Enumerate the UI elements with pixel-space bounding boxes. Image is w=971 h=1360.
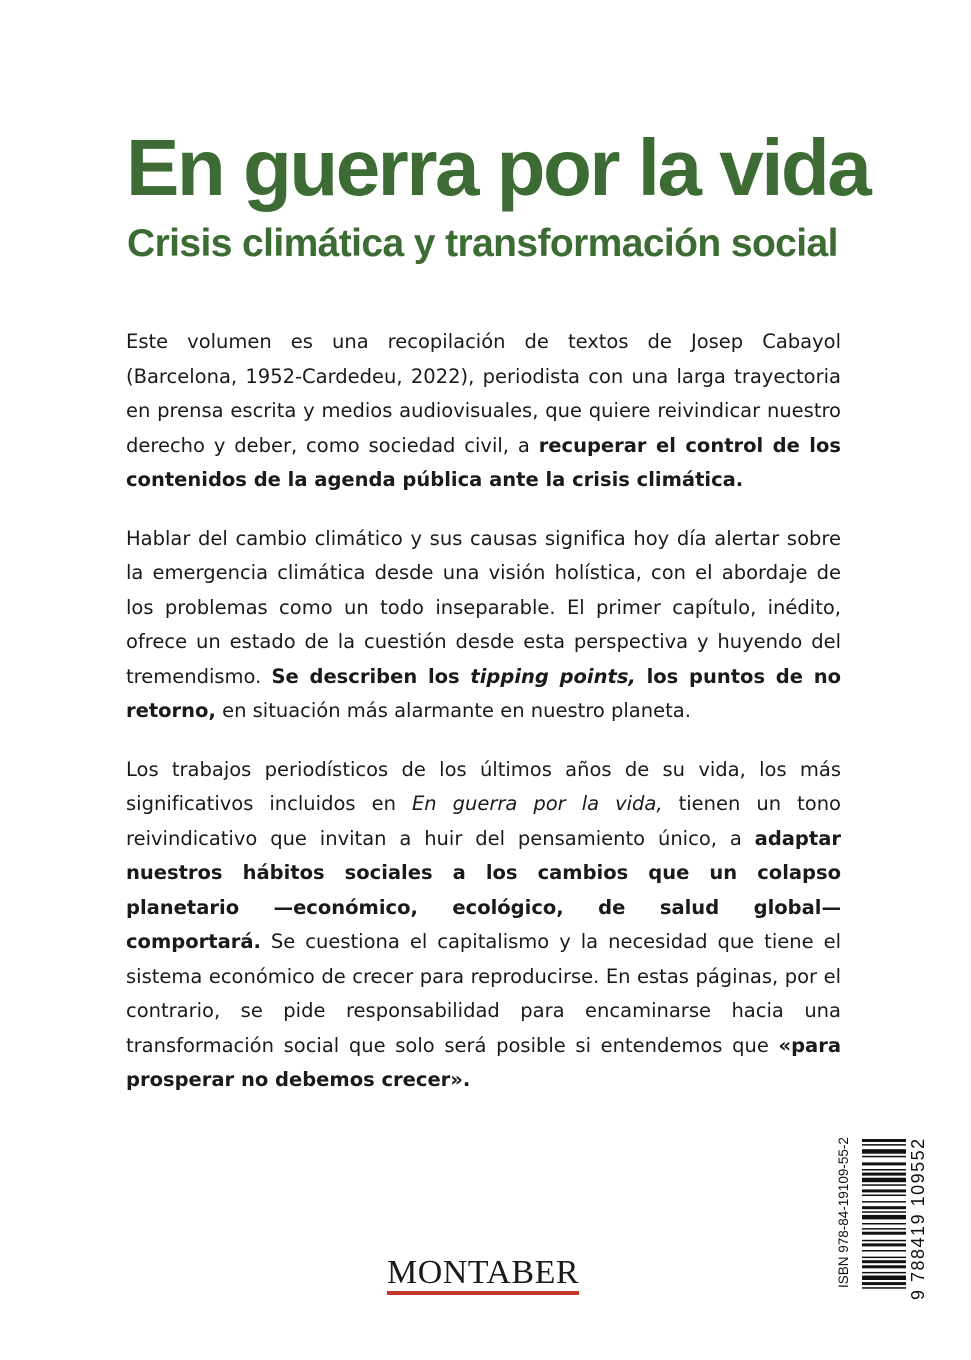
blurb-paragraph-3 [126, 753, 841, 1098]
blurb-paragraph-1 [126, 325, 841, 498]
barcode-digits: 9 788419 109552 [908, 1137, 928, 1300]
blurb-p3-book-title: En guerra por la vida, [411, 792, 663, 815]
blurb-p2-tipping-points: tipping points, [470, 664, 636, 688]
blurb-p3-emphasis: adaptar nuestros hábitos sociales a los cambios que un colapso planetario —económico, ecológico, de salud global— comportará. [126, 826, 841, 953]
barcode-bar [862, 1282, 906, 1285]
barcode-bar [862, 1162, 906, 1165]
isbn-label: ISBN 978-84-19109-55-2 [836, 1137, 851, 1288]
barcode-bar [862, 1184, 906, 1186]
barcode-bar [862, 1169, 906, 1171]
barcode-bar [862, 1139, 906, 1142]
blurb-p3-text: Los trabajos periodísticos de los últimos años de su vida, los más significativos incluidos en [126, 757, 841, 815]
book-title: En guerra por la vida [126, 123, 870, 212]
barcode-bar [862, 1223, 906, 1225]
barcode-bar [862, 1206, 906, 1209]
blurb-p1-text: Este volumen es una recopilación de textos de Josep Cabayol (Barcelona, 1952-Cardedeu, 2022), periodista con una larga trayectoria en prensa escrita y medios audiovisuales, que quiere reivindicar nuestro derecho y deber, como sociedad civil, a [126, 330, 841, 457]
barcode-bar [862, 1240, 906, 1242]
book-subtitle: Crisis climática y transformación social [127, 222, 838, 265]
publisher-logo-underline [387, 1291, 579, 1295]
isbn-barcode [836, 1137, 930, 1327]
barcode-bar [862, 1156, 906, 1158]
barcode-bar [862, 1173, 906, 1176]
barcode-bar [862, 1201, 906, 1203]
barcode-bar [862, 1232, 906, 1235]
blurb-p3-text-3: Se cuestiona el capitalismo y la necesidad que tiene el sistema económico de crecer para reproducirse. En estas páginas, por el contrario, se pide responsabilidad para encaminarse hacia una transformación social que solo será posible si entendemos que [126, 930, 841, 1057]
barcode-bar [862, 1265, 906, 1268]
barcode-bar [862, 1144, 906, 1146]
barcode-bar [862, 1228, 906, 1230]
barcode-bar [862, 1257, 906, 1259]
blurb-p2-closing: en situación más alarmante en nuestro planeta. [215, 699, 691, 722]
publisher-logo: MONTABER [386, 1254, 580, 1291]
barcode-bar [862, 1189, 906, 1192]
barcode-bar [862, 1250, 906, 1252]
blurb-p3-text-2: tienen un tono reivindicativo que invitan a huir del pensamiento único, a [126, 792, 841, 850]
barcode-bar [862, 1272, 906, 1274]
back-cover-blurb [126, 325, 841, 1122]
blurb-p2-text: Hablar del cambio climático y sus causas significa hoy día alertar sobre la emergencia climática desde una visión holística, con el abordaje de los problemas como un todo inseparable. El primer capítulo, inédito, ofrece un estado de la cuestión desde esta perspectiva y huyendo del tremendismo. [126, 526, 841, 688]
blurb-p3-quote: «para prosperar no debemos crecer». [126, 1033, 841, 1091]
barcode-bar [862, 1195, 906, 1197]
blurb-p2-emphasis-tail: los puntos de no retorno, [126, 664, 842, 722]
barcode-bar [862, 1178, 906, 1183]
barcode-bar [862, 1215, 906, 1220]
barcode-bar [862, 1276, 906, 1281]
blurb-paragraph-2 [126, 522, 841, 729]
blurb-p2-emphasis-lead: Se describen los [271, 664, 471, 688]
blurb-p1-emphasis: recuperar el control de los contenidos de la agenda pública ante la crisis climática. [126, 433, 841, 491]
barcode-bar [862, 1287, 906, 1289]
barcode-bar [862, 1211, 906, 1213]
barcode-bar [862, 1260, 906, 1263]
barcode-bar [862, 1149, 906, 1154]
barcode-bar [862, 1243, 906, 1246]
